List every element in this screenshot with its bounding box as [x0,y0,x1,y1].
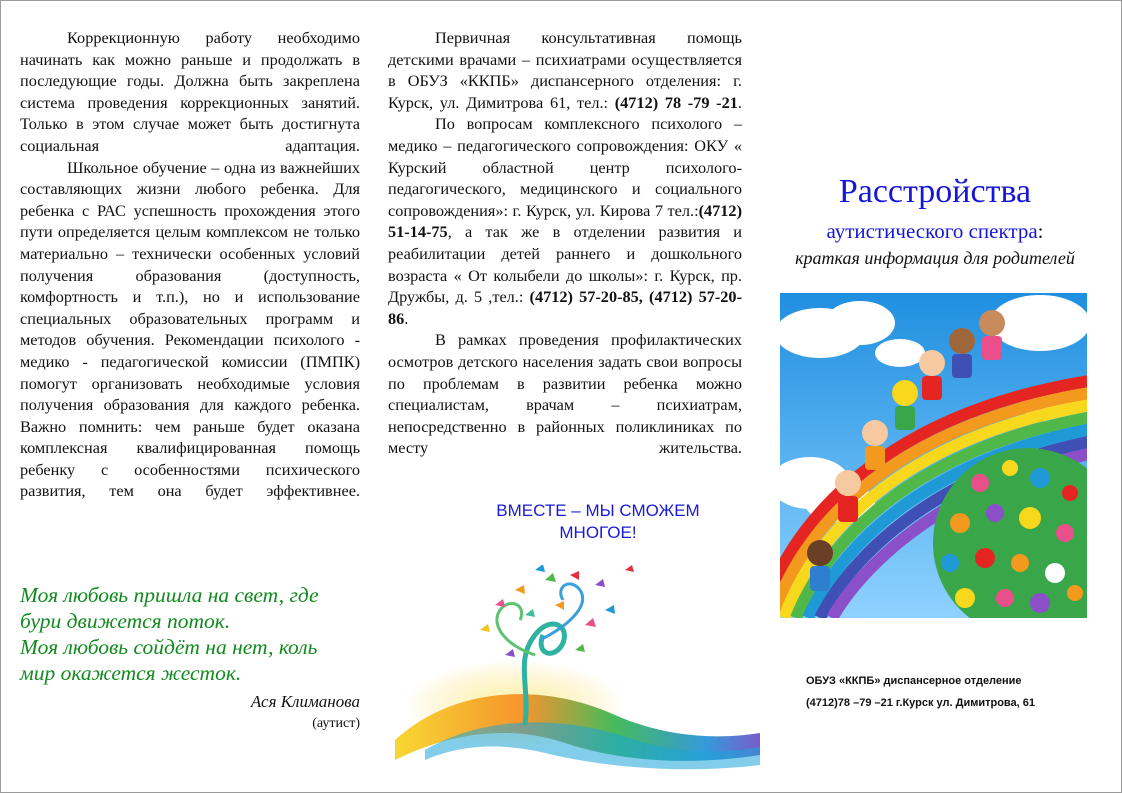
paragraph-checkups: В рамках проведения профилактических осмотров детского населения задать свои вопросы по проблемам в развитии ребенка можно специалистам, врачам – психиатрам, непосредственно в районных поликлиниках по месту жительства. [388,330,743,458]
cover-title: Расстройства [838,173,1032,210]
paragraph-important: Важно помнить: чем раньше будет оказана комплексная квалифицированная помощь ребенку с особенностями психического развития, тем она будет эффективнее. [20,416,360,501]
poem-author-note: (аутист) [312,716,360,731]
cover-tagline: краткая информация для родителей [795,248,1075,268]
children-rainbow-illustration [780,293,1087,618]
paragraph-support-center: По вопросам комплексного психолого – медико – педагогического сопровождения: ОКУ « Курский областной центр психолого- педагогического, медицинского и социального сопровождения»: г. Курск, ул. Кирова 7 тел.:(4712) 51-14-75, а так же в отделении развития и реабилитации детей раннего и дошкольного возраста « От колыбели до школы»: г. Курск, пр. Дружбы, д. 5 ,тел.: (4712) 57-20-85, (4712) 57-20-86. [388,114,743,328]
paragraph-correction: Коррекционную работу необходимо начинать как можно раньше и продолжать в последующие годы. Должна быть закреплена система проведения коррекционных занятий. Только в этом случае может быть достигнута социальная адаптация. [20,28,360,155]
phone-rehab-department: (4712) 57-20-85, (4712) 57-20-86 [388,287,742,328]
poem-author: Ася Климанова [250,692,360,711]
motto-together: ВМЕСТЕ – МЫ СМОЖЕМ МНОГОЕ! [496,501,700,542]
paragraph-school: Школьное обучение – одна из важнейших составляющих жизни любого ребенка. Для ребенка с РАС успешность прохождения этого пути определяется целым комплексом не только материально – технически особенных условий получения образования (доступность, комфортность и т.п.), но и использование специальных образовательных программ и методов обучения. Рекомендации психолого - медико - педагогической комиссии (ПМПК) помогут организовать необходимые условия получения образования для каждого ребенка. [20,157,361,415]
phone-center: (4712) 51-14-75 [388,200,742,242]
left-column-text [20,27,360,502]
footer-organization: ОБУЗ «ККПБ» диспансерное отделение [806,675,1022,687]
cover-subtitle: аутистического спектра: [826,219,1044,243]
phone-dispensary: (4712) 78 -79 -21 [614,92,738,112]
poem: Моя любовь пришла на свет, где бури движется поток. Моя любовь сойдёт на нет, коль мир окажется жесток. [20,583,319,685]
paragraph-psychiatric-help: Первичная консультативная помощь детскими врачами – психиатрами осуществляется в ОБУЗ «ККПБ» диспансерного отделения: г. Курск, ул. Димитрова 61, тел.: (4712) 78 -79 -21. [388,28,742,112]
butterfly-tree-illustration [395,565,760,775]
middle-column-text [388,27,742,459]
footer-contacts: (4712)78 –79 –21 г.Курск ул. Димитрова, 61 [806,697,1036,709]
